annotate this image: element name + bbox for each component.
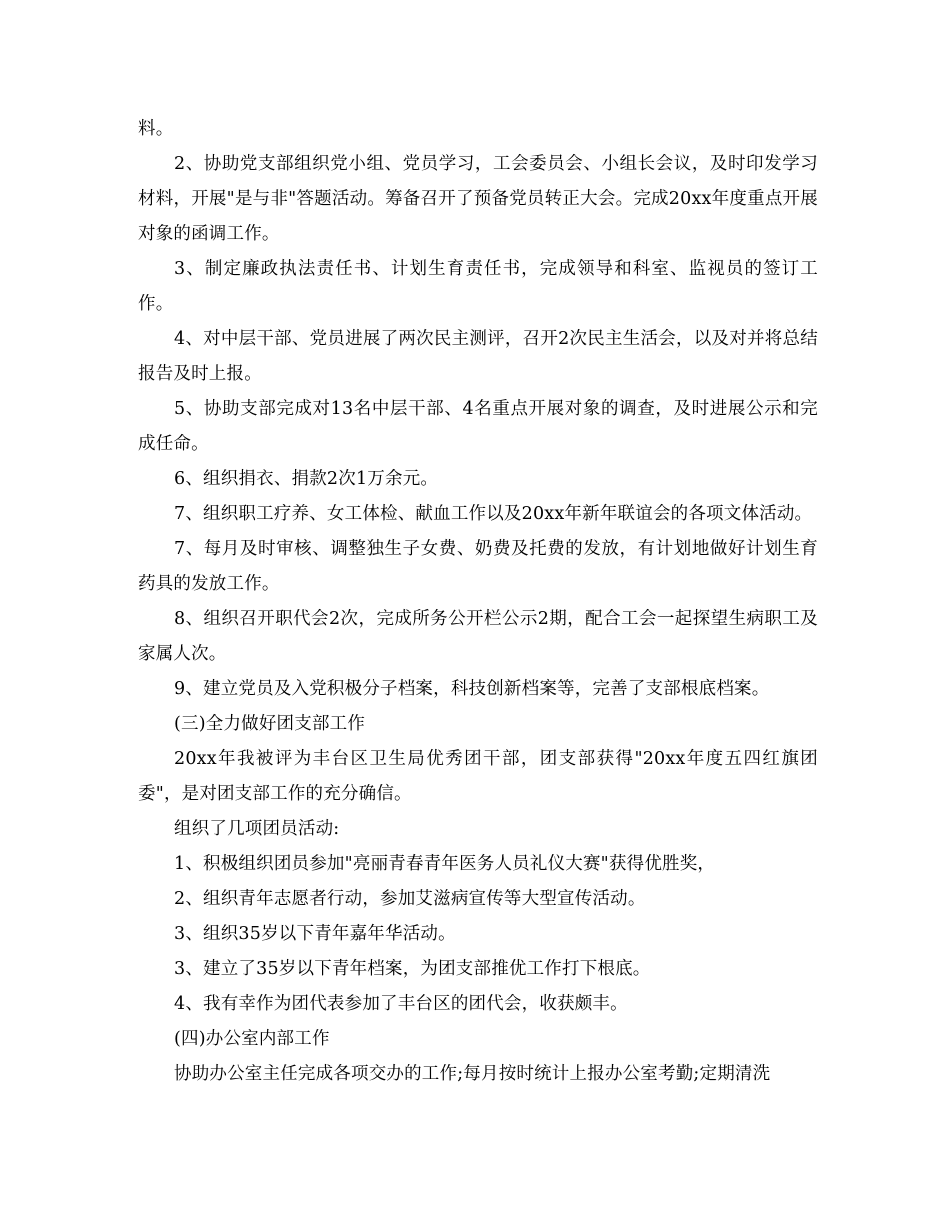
paragraph-17: 4、我有幸作为团代表参加了丰台区的团代会，收获颇丰。: [174, 994, 628, 1014]
paragraph-13: 1、积极组织团员参加"亮丽青春青年医务人员礼仪大赛"获得优胜奖，: [174, 854, 716, 874]
paragraph-16: 3、建立了35岁以下青年档案，为团支部推优工作打下根底。: [174, 959, 651, 979]
paragraph-2: 3、制定廉政执法责任书、计划生育责任书，完成领导和科室、监视员的签订工作。: [138, 259, 818, 314]
paragraph-3: 4、对中层干部、党员进展了两次民主测评，召开2次民主生活会，以及对并将总结报告及时上报。: [138, 329, 818, 384]
paragraph-9: 9、建立党员及入党积极分子档案，科技创新档案等，完善了支部根底档案。: [174, 679, 770, 699]
paragraph-6: 7、组织职工疗养、女工体检、献血工作以及20xx年新年联谊会的各项文体活动。: [174, 504, 813, 524]
paragraph-7: 7、每月及时审核、调整独生子女费、奶费及托费的发放，有计划地做好计划生育药具的发放工作。: [138, 539, 818, 594]
section-heading-4: (四)办公室内部工作: [174, 1029, 330, 1049]
section-heading-3: (三)全力做好团支部工作: [174, 714, 366, 734]
paragraph-0: 料。: [138, 119, 174, 139]
paragraph-1: 2、协助党支部组织党小组、党员学习，工会委员会、小组长会议，及时印发学习材料，开展"是与非"答题活动。筹备召开了预备党员转正大会。完成20xx年度重点开展对象的函调工作。: [138, 154, 818, 244]
paragraph-8: 8、组织召开职代会2次，完成所务公开栏公示2期，配合工会一起探望生病职工及家属人次。: [138, 609, 818, 664]
paragraph-12: 组织了几项团员活动:: [174, 819, 340, 839]
paragraph-19: 协助办公室主任完成各项交办的工作;每月按时统计上报办公室考勤;定期清洗: [174, 1064, 771, 1084]
paragraph-14: 2、组织青年志愿者行动，参加艾滋病宣传等大型宣传活动。: [174, 889, 646, 909]
document-body: [138, 112, 818, 1092]
paragraph-15: 3、组织35岁以下青年嘉年华活动。: [174, 924, 456, 944]
paragraph-5: 6、组织捐衣、捐款2次1万余元。: [174, 469, 439, 489]
paragraph-4: 5、协助支部完成对13名中层干部、4名重点开展对象的调查，及时进展公示和完成任命。: [138, 399, 818, 454]
paragraph-11: 20xx年我被评为丰台区卫生局优秀团干部，团支部获得"20xx年度五四红旗团委"，是对团支部工作的充分确信。: [138, 749, 818, 804]
